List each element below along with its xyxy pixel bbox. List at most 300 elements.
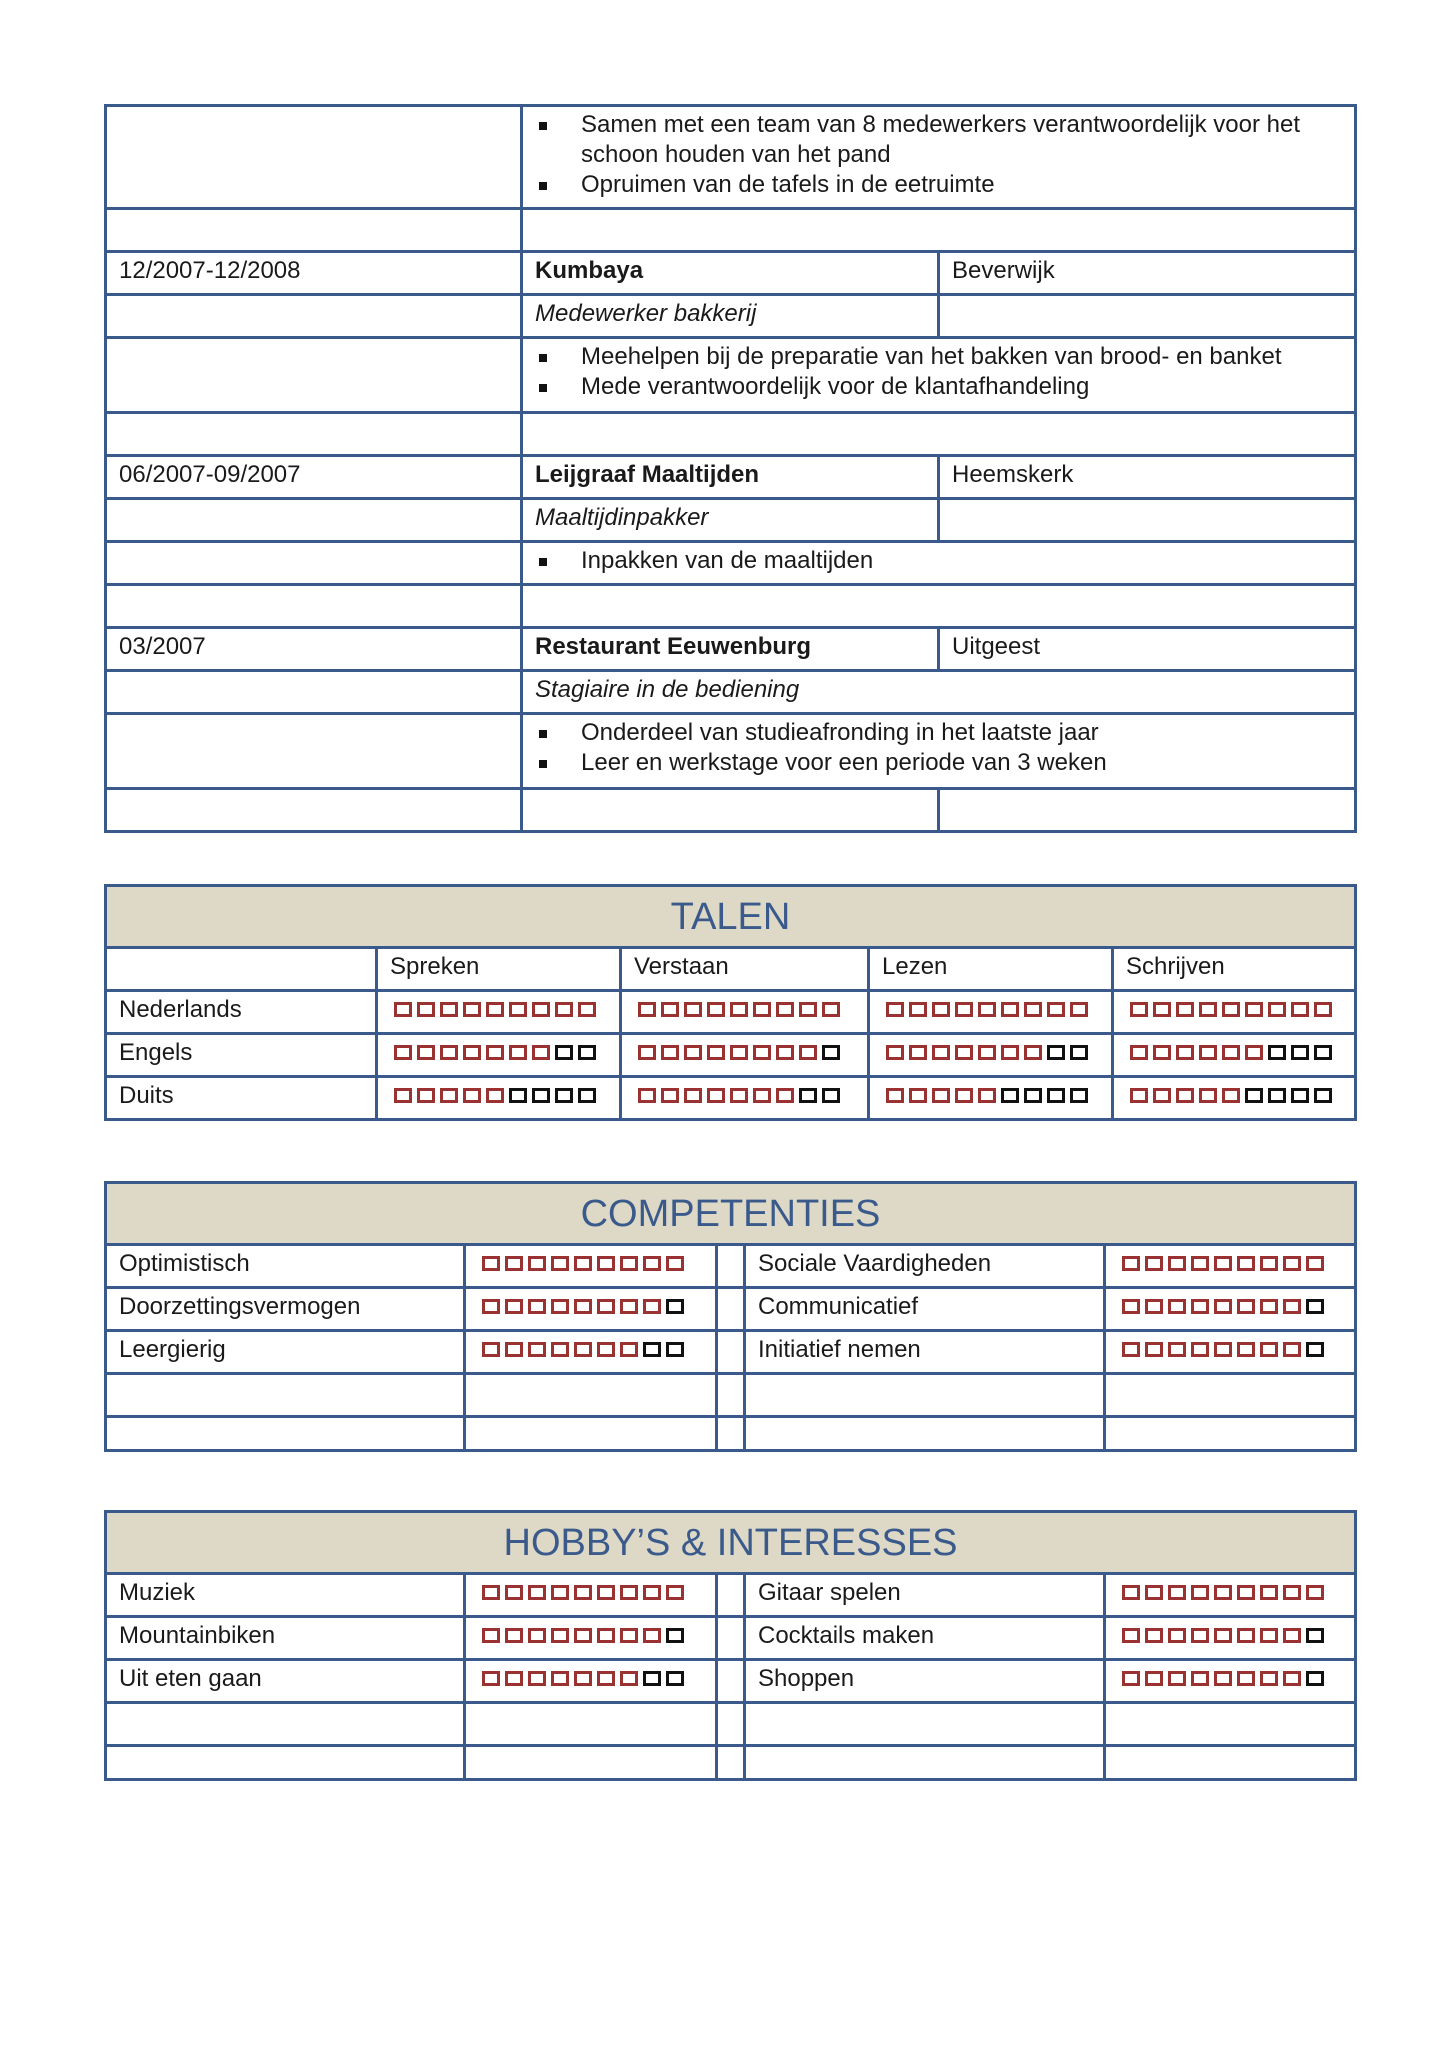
job-header-row (106, 252, 1356, 295)
rating-square-filled (505, 1299, 523, 1314)
rating-square-filled (1122, 1585, 1140, 1600)
job-bullets-cell (522, 542, 1356, 585)
rating-squares (1118, 1335, 1342, 1357)
rating-square-filled (551, 1585, 569, 1600)
rating-square-filled (638, 1088, 656, 1103)
rating-square-filled (1191, 1299, 1209, 1314)
rating-square-filled (551, 1671, 569, 1686)
rating-square-filled (440, 1088, 458, 1103)
rating-square-filled (661, 1045, 679, 1060)
hobbies-header-row (106, 1512, 1356, 1574)
rating-square-filled (932, 1045, 950, 1060)
job-role: Maaltijdinpakker (522, 499, 939, 542)
rating-square-filled (509, 1002, 527, 1017)
rating-square-filled (730, 1088, 748, 1103)
hobby-name: Muziek (106, 1574, 465, 1617)
rating-square-filled (799, 1045, 817, 1060)
rating-square-filled (955, 1088, 973, 1103)
rating-square-empty (1306, 1342, 1324, 1357)
rating-squares (478, 1578, 703, 1600)
column-header: Spreken (377, 948, 621, 991)
rating-square-filled (486, 1002, 504, 1017)
rating-square-filled (574, 1585, 592, 1600)
rating-square-empty (1291, 1088, 1309, 1103)
rating-square-filled (643, 1585, 661, 1600)
rating-square-filled (1283, 1628, 1301, 1643)
rating-square-filled (730, 1045, 748, 1060)
rating-square-filled (1222, 1088, 1240, 1103)
rating-square-filled (886, 1045, 904, 1060)
rating-square-filled (1168, 1671, 1186, 1686)
rating-square-filled (509, 1045, 527, 1060)
rating-square-filled (528, 1628, 546, 1643)
rating-square-filled (932, 1088, 950, 1103)
rating-square-filled (574, 1671, 592, 1686)
empty-row (106, 1374, 1356, 1417)
rating-square-filled (620, 1585, 638, 1600)
rating-square-filled (1122, 1299, 1140, 1314)
rating-square-filled (440, 1002, 458, 1017)
rating-square-filled (1283, 1671, 1301, 1686)
rating-square-filled (1122, 1628, 1140, 1643)
rating-square-filled (551, 1342, 569, 1357)
rating-square-filled (1001, 1045, 1019, 1060)
rating-square-empty (1001, 1088, 1019, 1103)
rating-square-filled (1199, 1088, 1217, 1103)
hobby-name: Gitaar spelen (745, 1574, 1105, 1617)
rating-square-filled (597, 1585, 615, 1600)
rating-square-empty (1024, 1088, 1042, 1103)
empty-row (106, 1746, 1356, 1780)
rating-square-filled (463, 1002, 481, 1017)
bullet-item: Opruimen van de tafels in de eetruimte (535, 170, 1342, 200)
competency-name: Sociale Vaardigheden (745, 1245, 1105, 1288)
rating-square-empty (799, 1088, 817, 1103)
rating-square-filled (1191, 1256, 1209, 1271)
rating-square-empty (1314, 1088, 1332, 1103)
rating-square-filled (620, 1671, 638, 1686)
rating-square-filled (482, 1342, 500, 1357)
rating-square-filled (1260, 1585, 1278, 1600)
column-header: Lezen (869, 948, 1113, 991)
rating-square-empty (822, 1045, 840, 1060)
rating-square-filled (643, 1299, 661, 1314)
rating-square-empty (1047, 1088, 1065, 1103)
rating-square-filled (417, 1045, 435, 1060)
rating-squares (390, 995, 607, 1017)
section-title: HOBBY’S & INTERESSES (106, 1512, 1356, 1574)
empty-cell (106, 106, 522, 209)
rating-square-filled (643, 1628, 661, 1643)
rating-square-filled (620, 1256, 638, 1271)
rating-square-filled (753, 1088, 771, 1103)
job-period: 12/2007-12/2008 (106, 252, 522, 295)
rating-square-filled (597, 1299, 615, 1314)
work-experience-table (104, 104, 1357, 833)
language-name: Engels (106, 1034, 377, 1077)
rating-square-filled (684, 1088, 702, 1103)
rating-square-filled (1214, 1256, 1232, 1271)
rating-square-filled (1153, 1088, 1171, 1103)
job-bullets-row (106, 338, 1356, 413)
rating-square-filled (597, 1256, 615, 1271)
intro-row (106, 106, 1356, 209)
rating-square-filled (1047, 1002, 1065, 1017)
job-location: Heemskerk (939, 456, 1356, 499)
rating-square-filled (638, 1045, 656, 1060)
rating-square-filled (1237, 1628, 1255, 1643)
rating-square-filled (394, 1088, 412, 1103)
competency-name: Initiatief nemen (745, 1331, 1105, 1374)
rating-squares (882, 1038, 1099, 1060)
hobby-name: Mountainbiken (106, 1617, 465, 1660)
rating-square-filled (707, 1002, 725, 1017)
bullet-item: Samen met een team van 8 medewerkers verantwoordelijk voor het schoon houden van het pand (535, 110, 1342, 170)
rating-square-empty (666, 1342, 684, 1357)
rating-square-filled (620, 1342, 638, 1357)
rating-square-empty (822, 1088, 840, 1103)
rating-square-filled (978, 1045, 996, 1060)
rating-square-filled (822, 1002, 840, 1017)
rating-square-filled (1122, 1342, 1140, 1357)
rating-square-filled (528, 1671, 546, 1686)
job-bullets-row (106, 542, 1356, 585)
rating-square-filled (684, 1002, 702, 1017)
rating-square-filled (1237, 1256, 1255, 1271)
rating-square-filled (597, 1671, 615, 1686)
rating-square-filled (528, 1342, 546, 1357)
rating-square-filled (1283, 1342, 1301, 1357)
rating-square-filled (505, 1256, 523, 1271)
rating-square-filled (1306, 1256, 1324, 1271)
rating-square-filled (1153, 1002, 1171, 1017)
rating-square-filled (1237, 1299, 1255, 1314)
job-company: Leijgraaf Maaltijden (522, 456, 939, 499)
rating-squares (1126, 995, 1342, 1017)
hobby-row (106, 1574, 1356, 1617)
rating-square-filled (1199, 1045, 1217, 1060)
rating-square-empty (643, 1342, 661, 1357)
rating-square-empty (1306, 1628, 1324, 1643)
rating-squares (478, 1292, 703, 1314)
rating-square-filled (1168, 1585, 1186, 1600)
rating-square-filled (1260, 1299, 1278, 1314)
job-bullets-cell (522, 338, 1356, 413)
rating-square-empty (1268, 1045, 1286, 1060)
rating-square-filled (482, 1299, 500, 1314)
rating-square-filled (1222, 1045, 1240, 1060)
rating-square-filled (1260, 1256, 1278, 1271)
rating-squares (478, 1621, 703, 1643)
rating-square-empty (1291, 1045, 1309, 1060)
rating-square-filled (1070, 1002, 1088, 1017)
rating-square-filled (978, 1002, 996, 1017)
rating-squares (478, 1249, 703, 1271)
rating-square-filled (1145, 1628, 1163, 1643)
rating-square-filled (505, 1342, 523, 1357)
rating-square-filled (932, 1002, 950, 1017)
job-role-row (106, 295, 1356, 338)
rating-square-filled (909, 1088, 927, 1103)
rating-square-empty (1268, 1088, 1286, 1103)
language-name: Nederlands (106, 991, 377, 1034)
hobbies-table (104, 1510, 1357, 1781)
language-row (106, 991, 1356, 1034)
rating-square-filled (1237, 1671, 1255, 1686)
section-title: COMPETENTIES (106, 1183, 1356, 1245)
rating-squares (478, 1335, 703, 1357)
rating-square-filled (1283, 1299, 1301, 1314)
rating-square-filled (1145, 1671, 1163, 1686)
rating-square-filled (1122, 1256, 1140, 1271)
rating-square-filled (620, 1299, 638, 1314)
rating-square-filled (1214, 1671, 1232, 1686)
rating-square-filled (1130, 1045, 1148, 1060)
rating-square-filled (1260, 1342, 1278, 1357)
rating-square-filled (909, 1002, 927, 1017)
rating-square-filled (578, 1002, 596, 1017)
rating-squares (634, 1038, 855, 1060)
rating-square-empty (555, 1088, 573, 1103)
rating-square-empty (1314, 1045, 1332, 1060)
job-bullets-row (106, 714, 1356, 789)
rating-square-filled (1191, 1628, 1209, 1643)
job-role: Stagiaire in de bediening (522, 671, 1356, 714)
job-location: Beverwijk (939, 252, 1356, 295)
rating-square-filled (574, 1342, 592, 1357)
rating-square-filled (707, 1045, 725, 1060)
rating-square-filled (978, 1088, 996, 1103)
rating-square-filled (1214, 1299, 1232, 1314)
job-period: 06/2007-09/2007 (106, 456, 522, 499)
hobby-name: Shoppen (745, 1660, 1105, 1703)
job-role-row (106, 671, 1356, 714)
rating-square-filled (1283, 1585, 1301, 1600)
rating-square-filled (440, 1045, 458, 1060)
rating-square-filled (417, 1002, 435, 1017)
rating-square-filled (1130, 1088, 1148, 1103)
rating-square-filled (532, 1002, 550, 1017)
rating-square-filled (1283, 1256, 1301, 1271)
hobby-name: Uit eten gaan (106, 1660, 465, 1703)
rating-square-filled (551, 1628, 569, 1643)
rating-square-filled (597, 1628, 615, 1643)
rating-squares (1118, 1621, 1342, 1643)
job-header-row (106, 456, 1356, 499)
language-row (106, 1077, 1356, 1120)
rating-square-filled (1145, 1299, 1163, 1314)
rating-square-filled (886, 1002, 904, 1017)
rating-square-filled (463, 1088, 481, 1103)
rating-square-empty (1047, 1045, 1065, 1060)
bullet-item: Leer en werkstage voor een periode van 3 weken (535, 748, 1342, 778)
rating-squares (1126, 1081, 1342, 1103)
spacer-row (106, 209, 1356, 252)
rating-square-filled (909, 1045, 927, 1060)
competencies-table (104, 1181, 1357, 1452)
rating-square-filled (505, 1628, 523, 1643)
rating-square-empty (1306, 1299, 1324, 1314)
empty-row (106, 1703, 1356, 1746)
competency-name: Doorzettingsvermogen (106, 1288, 465, 1331)
rating-square-filled (955, 1002, 973, 1017)
rating-square-filled (1237, 1585, 1255, 1600)
job-header-row (106, 628, 1356, 671)
rating-square-filled (394, 1002, 412, 1017)
rating-square-empty (1245, 1088, 1263, 1103)
rating-square-filled (707, 1088, 725, 1103)
rating-square-filled (1191, 1585, 1209, 1600)
languages-columns-row (106, 948, 1356, 991)
rating-square-filled (532, 1045, 550, 1060)
rating-square-filled (1168, 1299, 1186, 1314)
hobby-name: Cocktails maken (745, 1617, 1105, 1660)
competency-name: Communicatief (745, 1288, 1105, 1331)
rating-squares (1118, 1664, 1342, 1686)
rating-square-filled (776, 1002, 794, 1017)
spacer-row (106, 789, 1356, 832)
rating-square-empty (578, 1045, 596, 1060)
rating-square-filled (1191, 1671, 1209, 1686)
job-company: Kumbaya (522, 252, 939, 295)
rating-square-filled (1314, 1002, 1332, 1017)
rating-square-filled (528, 1299, 546, 1314)
rating-squares (882, 1081, 1099, 1103)
rating-square-empty (555, 1045, 573, 1060)
job-period: 03/2007 (106, 628, 522, 671)
rating-square-filled (551, 1299, 569, 1314)
rating-square-filled (482, 1585, 500, 1600)
rating-square-filled (1145, 1256, 1163, 1271)
rating-square-filled (505, 1585, 523, 1600)
competency-name: Leergierig (106, 1331, 465, 1374)
competency-row (106, 1331, 1356, 1374)
rating-square-filled (666, 1585, 684, 1600)
rating-square-filled (753, 1002, 771, 1017)
rating-square-filled (486, 1088, 504, 1103)
column-header: Verstaan (621, 948, 869, 991)
job-location: Uitgeest (939, 628, 1356, 671)
rating-square-filled (1176, 1002, 1194, 1017)
rating-squares (882, 995, 1099, 1017)
rating-square-filled (597, 1342, 615, 1357)
rating-square-filled (1214, 1342, 1232, 1357)
rating-square-filled (1176, 1045, 1194, 1060)
rating-square-filled (1176, 1088, 1194, 1103)
section-title: TALEN (106, 886, 1356, 948)
rating-square-filled (886, 1088, 904, 1103)
rating-squares (1118, 1578, 1342, 1600)
rating-square-filled (1145, 1585, 1163, 1600)
rating-square-filled (955, 1045, 973, 1060)
bullet-item: Meehelpen bij de preparatie van het bakken van brood- en banket (535, 342, 1342, 372)
competencies-header-row (106, 1183, 1356, 1245)
job-bullets-cell (522, 714, 1356, 789)
bullet-item: Onderdeel van studieafronding in het laatste jaar (535, 718, 1342, 748)
rating-squares (390, 1038, 607, 1060)
rating-square-filled (643, 1256, 661, 1271)
rating-squares (1126, 1038, 1342, 1060)
rating-square-filled (574, 1299, 592, 1314)
rating-square-filled (1245, 1045, 1263, 1060)
language-name: Duits (106, 1077, 377, 1120)
rating-square-filled (1306, 1585, 1324, 1600)
rating-square-empty (578, 1088, 596, 1103)
rating-squares (1118, 1249, 1342, 1271)
rating-square-filled (417, 1088, 435, 1103)
bullet-item: Inpakken van de maaltijden (535, 546, 1342, 576)
rating-square-filled (1191, 1342, 1209, 1357)
rating-square-empty (666, 1299, 684, 1314)
rating-square-filled (1001, 1002, 1019, 1017)
empty-row (106, 1417, 1356, 1451)
rating-square-filled (528, 1256, 546, 1271)
rating-square-empty (509, 1088, 527, 1103)
rating-squares (634, 995, 855, 1017)
rating-square-empty (1070, 1088, 1088, 1103)
rating-square-filled (1222, 1002, 1240, 1017)
spacer-row (106, 413, 1356, 456)
rating-square-empty (1306, 1671, 1324, 1686)
competency-name: Optimistisch (106, 1245, 465, 1288)
rating-square-filled (730, 1002, 748, 1017)
rating-square-filled (661, 1088, 679, 1103)
rating-square-filled (684, 1045, 702, 1060)
rating-square-filled (1291, 1002, 1309, 1017)
rating-square-filled (620, 1628, 638, 1643)
rating-square-filled (1168, 1256, 1186, 1271)
rating-square-filled (753, 1045, 771, 1060)
spacer-row (106, 585, 1356, 628)
rating-square-filled (555, 1002, 573, 1017)
column-header: Schrijven (1113, 948, 1356, 991)
language-row (106, 1034, 1356, 1077)
rating-square-filled (1260, 1671, 1278, 1686)
rating-square-filled (1237, 1342, 1255, 1357)
rating-square-filled (1122, 1671, 1140, 1686)
job-company: Restaurant Eeuwenburg (522, 628, 939, 671)
languages-header-row (106, 886, 1356, 948)
rating-square-filled (1199, 1002, 1217, 1017)
rating-square-filled (1024, 1045, 1042, 1060)
competency-row (106, 1288, 1356, 1331)
rating-square-filled (394, 1045, 412, 1060)
hobby-row (106, 1617, 1356, 1660)
rating-square-filled (486, 1045, 504, 1060)
rating-square-filled (776, 1045, 794, 1060)
rating-square-empty (666, 1671, 684, 1686)
rating-square-filled (574, 1256, 592, 1271)
hobby-row (106, 1660, 1356, 1703)
rating-square-filled (1214, 1628, 1232, 1643)
job-role-row (106, 499, 1356, 542)
rating-squares (390, 1081, 607, 1103)
rating-square-filled (799, 1002, 817, 1017)
rating-squares (1118, 1292, 1342, 1314)
rating-square-filled (666, 1256, 684, 1271)
rating-square-filled (482, 1671, 500, 1686)
rating-square-filled (1245, 1002, 1263, 1017)
rating-square-filled (638, 1002, 656, 1017)
rating-square-empty (643, 1671, 661, 1686)
rating-square-filled (1168, 1342, 1186, 1357)
rating-square-filled (661, 1002, 679, 1017)
rating-square-empty (532, 1088, 550, 1103)
rating-square-filled (505, 1671, 523, 1686)
rating-square-filled (1260, 1628, 1278, 1643)
rating-square-filled (463, 1045, 481, 1060)
rating-square-filled (482, 1256, 500, 1271)
